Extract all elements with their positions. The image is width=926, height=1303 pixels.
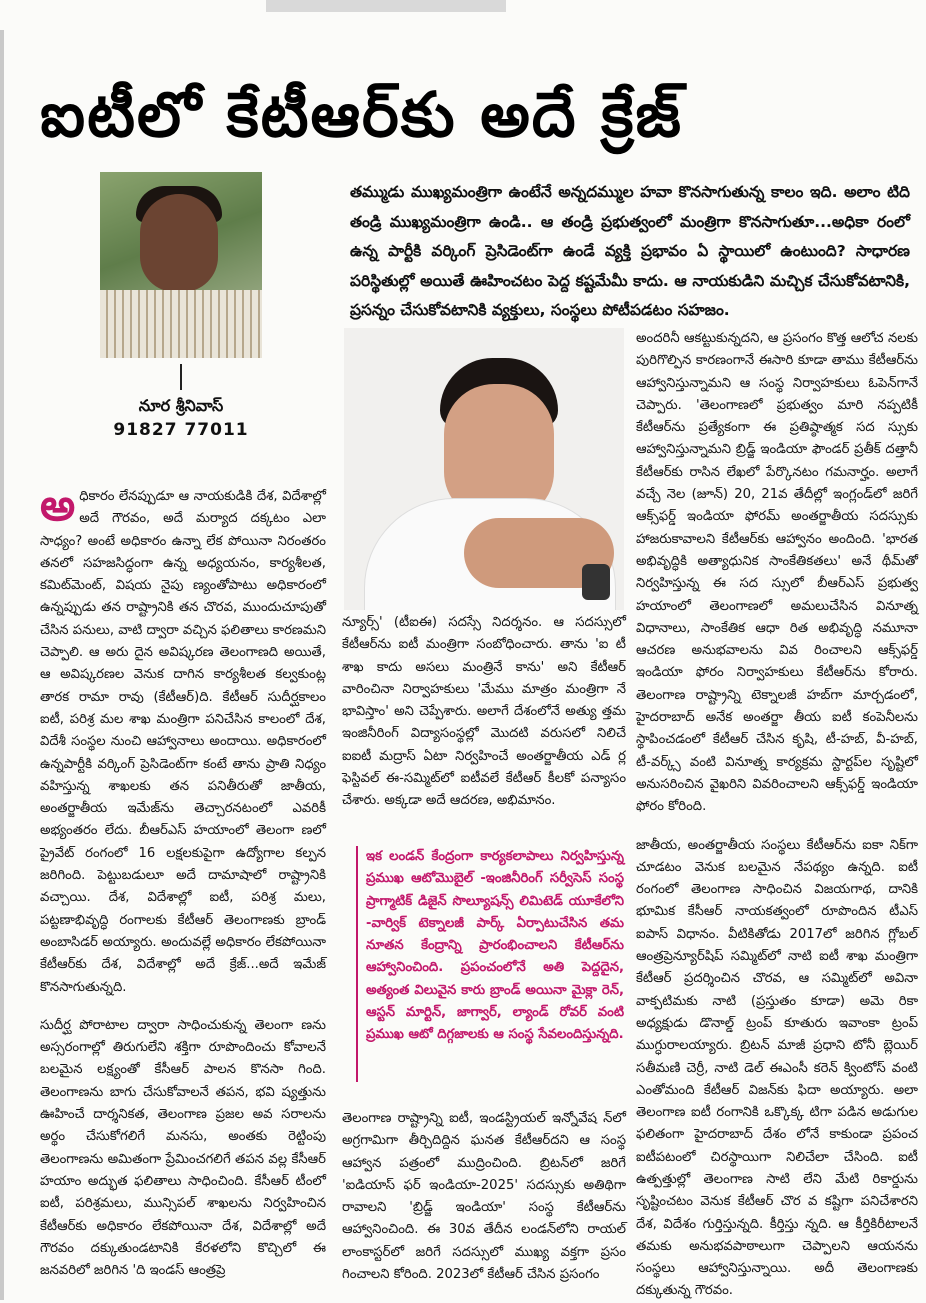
- left-margin-rule: [0, 30, 4, 1300]
- column-1-paragraph-1: అధికారం లేనప్పుడూ ఆ నాయకుడికి దేశ, విదేశాల్లో అదే గౌరవం, అదే మర్యాద దక్కటం ఎలా సాధ్యం? అంటే అధికారం ఉన్నా లేక పోయినా నిరంతరం తనలో సహజసిద్ధంగా ఉన్న అధ్యయనం, కార్యశీలత, కమిట్‌మెంట్, విషయ నైపు ణ్యంతోపాటు అధికారంలో ఉన్నప్పుడు తన రాష్ట్రానికి తన చొరవ, ముందుచూపుతో చేసిన పనులు, వాటి ద్వారా వచ్చిన ఫలితాలు కారణమని చెప్పాలి. ఆ అరు దైన అవిష్కరణ తెలంగాణది అయితే, ఆ అవిష్కరణల వెనుక దాగిన కార్యశీలత కల్వకుంట్ల తారక రామా రావు (కేటీఆర్)ది. కేటీఆర్ సుదీర్ఘకాలం ఐటీ, పరిశ్ర మల శాఖ మంత్రిగా పనిచేసిన కాలంలో దేశ, విదేశీ సంస్థల నుంచి ఆహ్వానాలు అందాయి. అధికారంలో ఉన్నపార్టీకి వర్కింగ్ ప్రెసిడెంట్‌గా కంటే తాను ప్రాతి నిధ్యం వహిస్తున్న శాఖలకు తన పనితీరుతో జాతీయ, అంతర్జాతీయ ఇమేజ్‌ను తెచ్చారనటంలో ఎవరికీ అభ్యంతరం లేదు. బీఆర్ఎస్ హయాంలో తెలంగా ణలో ప్రైవేట్ రంగంలో 16 లక్షలకుపైగా ఉద్యోగాల కల్పన జరిగింది. పెట్టుబడులూ అదే దామాషాలో రాష్ట్రానికి వచ్చాయి. దేశ, విదేశాల్లో ఐటీ, పరిశ్ర మలు, పట్టణాభివృద్ధి రంగాలకు కేటీఆర్ తెలంగాణకు బ్రాండ్ అంబాసిడర్ అయ్యారు. అందువల్లే అధికారం లేకపోయినా కేటీఆర్‌కు దేశ, విదేశాల్లో అదే క్రేజ్...అదే ఇమేజ్ కొనసాగుతున్నది.: [40, 480, 326, 995]
- column-3-paragraph-1: అందరినీ ఆకట్టుకున్నదని, ఆ ప్రసంగం కొత్త ఆలోచ నలకు పురిగొల్పిన కారణంగానే ఈసారి కూడా తాము కేటీఆర్‌ను ఆహ్వానిస్తున్నామని ఆ సంస్థ నిర్వాహకులు ఓపెన్‌గానే చెప్పారు. 'తెలంగాణలో ప్రభుత్వం మారి నప్పటికీ కేటీఆర్‌ను ప్రత్యేకంగా ఈ ప్రతిష్ఠాత్మక సద స్సుకు ఆహ్వానిస్తున్నామని బ్రిడ్జ్ ఇండియా ఫౌండర్ ప్రతీక్ దత్తానీ కేటీఆర్‌కు రాసిన లేఖలో పేర్కొనటం గమనార్హం. అలాగే వచ్చే నెల (జూన్) 20, 21వ తేదీల్లో ఇంగ్లండ్‌లో జరిగే ఆక్స్‌ఫర్డ్ ఇండియా ఫోరమ్ అంతర్జాతీయ సదస్సుకు హాజరుకావాలని కేటీఆర్‌కు ఆహ్వానం అందింది. 'భారత అభివృద్ధికి అత్యాధునిక సాంకేతికతలు' అనే థీమ్‌తో నిర్వహిస్తున్న ఈ సద స్సులో బీఆర్ఎస్ ప్రభుత్వ హయాంలో తెలంగాణలో అమలుచేసిన వినూత్న విధానాలు, సాంకేతిక ఆధా రిత అభివృద్ధి నమూనా ఆచరణ అనుభవాలను వివ రించాలని ఆక్స్‌ఫర్డ్ ఇండియా ఫోరం నిర్వాహకులు కేటీఆర్‌ను కోరారు. తెలంగాణ రాష్ట్రాన్ని టెక్నాలజీ హబ్‌గా మార్చడంలో, హైదరాబాద్ అనేక అంతర్జా తీయ ఐటీ కంపెనీలను స్థాపించడంలో కేటీఆర్ చేసిన కృషి, టీ-హబ్, వీ-హబ్, టీ-వర్క్స్ వంటి వినూత్న కార్యక్రమ స్టార్టప్‌ల సృష్టిలో అనుసరించిన వైఖరిని వివరించాలని ఆక్స్‌ఫర్డ్ ఇండియా ఫోరం కోరింది.: [636, 331, 918, 815]
- top-tab-strip: [266, 0, 506, 12]
- column-1: [40, 480, 326, 1282]
- pullquote: ఇక లండన్ కేంద్రంగా కార్యకలాపాలు నిర్వహిస్తున్న ప్రముఖ ఆటోమొబైల్ -ఇంజినీరింగ్ సర్వీసెస్ సంస్థ ప్రాగ్మాటిక్ డిజైన్ సొల్యూషన్స్ లిమిటెడ్ యూకేలోని -వార్విక్ టెక్నాలజీ పార్క్ ఏర్పాటుచేసిన తమ నూతన కేంద్రాన్ని ప్రారంభించాలని కేటీఆర్‌ను ఆహ్వానించింది. ప్రపంచంలోనే అతి పెద్దదైన, అత్యంత విలువైన కారు బ్రాండ్ అయినా మైక్లా రెన్, ఆస్టన్ మార్టిన్, జాగ్వార్, ల్యాండ్ రోవర్ వంటి ప్రముఖ ఆటో దిగ్గజాలకు ఆ సంస్థ సేవలందిస్తున్నది.: [366, 849, 624, 1043]
- ktr-photo: [344, 328, 624, 610]
- drop-cap: అ: [40, 480, 76, 531]
- headline: ఐటీలో కేటీఆర్‌కు అదే క్రేజ్: [40, 78, 683, 151]
- column-2-bottom: తెలంగాణ రాష్ట్రాన్ని ఐటీ, ఇండస్ట్రియల్ ఇన్నోవేష న్‌లో అగ్రగామిగా తీర్చిదిద్దిన ఘనత కేటీఆర్‌దని ఆ సంస్థ ఆహ్వాన పత్రంలో ముద్రించింది. బ్రిటన్‌లో జరిగే 'ఐడియాస్ ఫర్ ఇండియా-2025' సదస్సుకు అతిథిగా రావాలని 'బ్రిడ్జ్ ఇండియా' సంస్థ కేటీఆర్‌ను ఆహ్వానించింది. ఈ 30వ తేదీన లండన్‌లోని రాయల్ లాంకాస్టర్‌లో జరిగే సదస్సులో ముఖ్య వక్తగా ప్రసం గించాలని కోరింది. 2023లో కేటీఆర్ చేసిన ప్రసంగం: [342, 1111, 626, 1283]
- author-name: నూర శ్రీనివాస్: [138, 396, 224, 415]
- author-divider-line: [180, 364, 182, 390]
- column-3: [636, 328, 918, 1303]
- author-phone: 91827 77011: [113, 420, 249, 440]
- column-3-paragraph-2: జాతీయ, అంతర్జాతీయ సంస్థలు కేటీఆర్‌ను ఐకా నిక్‌గా చూడటం వెనుక బలమైన నేపథ్యం ఉన్నది. ఐటీ రంగంలో తెలంగాణ సాధించిన విజయగాథ, దానికి భూమిక కేసీఆర్ నాయకత్వంలో రూపొందిన టీఎస్ ఐపాస్ విధానం. వీటికితోడు 2017లో జరిగిన గ్లోబల్ ఆంత్రప్రెన్యూర్‌షిప్ సమ్మిట్‌లో నాటి ఐటీ శాఖ మంత్రిగా కేటీఆర్ ప్రదర్శించిన చొరవ, ఆ సమ్మిట్‌లో అవినా వాక్పటిమకు నాటి (ప్రస్తుతం కూడా) అమె రికా అధ్యక్షుడు డొనాల్డ్ ట్రంప్ కూతురు ఇవాంకా ట్రంప్ ముగ్ధురాలయ్యారు. బ్రిటన్ మాజీ ప్రధాని టోనీ బ్లెయిర్ సతీమణి చెర్రీ, నాటి డెల్ ఈఎంసీ కరెన్ క్వింటోస్ వంటి ఎంతోమంది కేటీఆర్ విజన్‌కు ఫిదా అయ్యారు. అలా తెలంగాణ ఐటీ రంగానికి ఒక్కొక్క టిగా పడిన అడుగుల ఫలితంగా హైదరాబాద్ దేశం లోనే కాకుండా ప్రపంచ ఐటీపటంలో చిరస్థాయిగా నిలిచేలా చేసింది. ఐటీ ఉత్పత్తుల్లో తెలంగాణ సాటి లేని మేటి రికార్డును సృష్టించటం వెనుక కేటీఆర్ చొర వ కష్టిగా పనిచేశారని దేశ, విదేశం గుర్తిస్తున్నది. కీర్తిస్తు న్నది. ఆ కీర్తికిరీటాలనే తమకు అనుభవపాఠాలుగా చెప్పాలని ఆయనను సంస్థలు ఆహ్వానిస్తున్నాయి. అదీ తెలంగాణకు దక్కుతున్న గౌరవం.: [636, 837, 918, 1299]
- intro-paragraph: తమ్ముడు ముఖ్యమంత్రిగా ఉంటేనే అన్నదమ్ముల హవా కొనసాగుతున్న కాలం ఇది. అలాం టిది తండ్రి ముఖ్యమంత్రిగా ఉండి.. ఆ తండ్రి ప్రభుత్వంలో మంత్రిగా కొనసాగుతూ...అధికా రంలో ఉన్న పార్టీకి వర్కింగ్ ప్రెసిడెంట్‌గా ఉండే వ్యక్తి ప్రభావం ఏ స్థాయిలో ఉంటుంది? సాధారణ పరిస్థితుల్లో అయితే ఊహించటం పెద్ద కష్టమేమీ కాదు. ఆ నాయకుడిని మచ్చిక చేసుకోవటానికి, ప్రసన్నం చేసుకోవటానికి వ్యక్తులు, సంస్థలు పోటీపడటం సహజం.: [350, 183, 910, 319]
- pullquote-border: [356, 846, 358, 1082]
- author-photo: [100, 172, 262, 358]
- column-2-top: న్యూర్స్' (టీఐఈ) సదస్సే నిదర్శనం. ఆ సదస్సులో కేటీఆర్‌ను ఐటీ మంత్రిగా సంబోధించారు. తాను 'ఐ టీ శాఖ కాదు అసలు మంత్రినే కాను' అని కేటీఆర్ వారించినా నిర్వాహకులు 'మేము మాత్రం మంత్రిగా నే భావిస్తాం' అని చెప్పేశారు. అలాగే దేశంలోనే అత్యు త్తమ ఇంజినీరింగ్ విద్యాసంస్థల్లో మొదటి వరుసలో నిలిచే ఐఐటీ మద్రాస్ ఏటా నిర్వహించే అంతర్జాతీయ ఎడ్ ర్ల ఫెస్టివల్ ఈ-సమ్మిట్‌లో ఐటీవలే కేటీఆర్ కీలకో పన్యాసం చేశారు. అక్కడా అదే ఆదరణ, అభిమానం.: [342, 615, 626, 809]
- column-1-paragraph-2: సుదీర్ఘ పోరాటాల ద్వారా సాధించుకున్న తెలంగా ణను అస్సరంగాల్లో తిరుగులేని శక్తిగా రూపొందించు కోవాలనే బలమైన లక్ష్యంతో కేసీఆర్ పాలన కొనసా గింది. తెలంగాణను బాగు చేసుకోవాలనే తపన, భవి ష్యత్తును ఊహించే దార్శనికత, తెలంగాణ ప్రజల అవ సరాలను అర్థం చేసుకోగలిగే మనసు, అంతకు రెట్టింపు తెలంగాణను అమితంగా ప్రేమించగలిగే తపన వల్ల కేసీఆర్ హయాం అద్భుత ఫలితాలు సాధించింది. కేసీఆర్ టీంలో ఐటీ, పరిశ్రమలు, మున్సిపల్ శాఖలను నిర్వహించిన కేటీఆర్‌కు అధికారం లేకపోయినా దేశ, విదేశాల్లో అదే గౌరవం దక్కుతుండటానికి కేరళలోని కొచ్చిలో ఈ జనవరిలో జరిగిన 'ది ఇండస్ ఆంత్రప్రె: [40, 1017, 326, 1279]
